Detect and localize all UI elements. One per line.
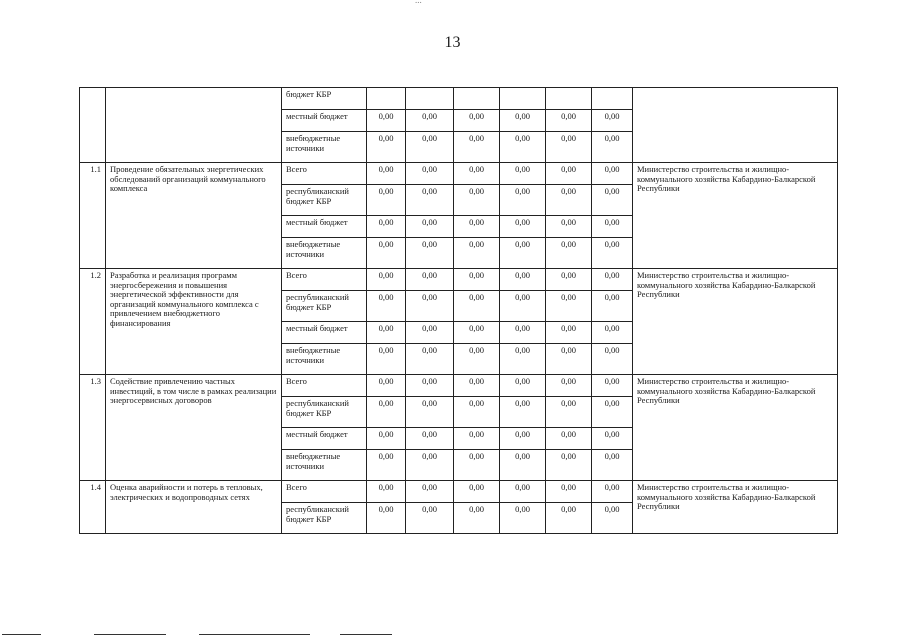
table-row bbox=[80, 481, 838, 503]
amount-cell: 0,00 bbox=[367, 322, 406, 344]
amount-cell: 0,00 bbox=[500, 344, 546, 375]
amount-cell: 0,00 bbox=[546, 344, 592, 375]
funding-source-cell: Всего bbox=[282, 375, 367, 397]
amount-cell: 0,00 bbox=[500, 238, 546, 269]
amount-cell: 0,00 bbox=[406, 185, 454, 216]
amount-cell: 0,00 bbox=[592, 291, 633, 322]
amount-cell: 0,00 bbox=[546, 185, 592, 216]
amount-cell: 0,00 bbox=[406, 322, 454, 344]
executor-cell: Министерство строительства и жилищно-коммунального хозяйства Кабардино-Балкарской Республики bbox=[633, 375, 838, 481]
amount-cell bbox=[592, 88, 633, 110]
amount-cell: 0,00 bbox=[546, 375, 592, 397]
item-name-cell: Проведение обязательных энергетических обследований организаций коммунального комплекса bbox=[106, 163, 282, 269]
amount-cell: 0,00 bbox=[500, 450, 546, 481]
item-number-cell bbox=[80, 88, 106, 163]
amount-cell: 0,00 bbox=[500, 322, 546, 344]
funding-source-cell: республиканский бюджет КБР bbox=[282, 397, 367, 428]
table-row bbox=[80, 163, 838, 185]
amount-cell: 0,00 bbox=[454, 163, 500, 185]
amount-cell: 0,00 bbox=[546, 503, 592, 534]
amount-cell: 0,00 bbox=[367, 375, 406, 397]
amount-cell: 0,00 bbox=[454, 450, 500, 481]
funding-source-cell: местный бюджет bbox=[282, 110, 367, 132]
amount-cell: 0,00 bbox=[406, 344, 454, 375]
amount-cell: 0,00 bbox=[367, 428, 406, 450]
table-row bbox=[80, 269, 838, 291]
amount-cell: 0,00 bbox=[367, 132, 406, 163]
amount-cell: 0,00 bbox=[500, 185, 546, 216]
amount-cell bbox=[454, 88, 500, 110]
amount-cell: 0,00 bbox=[454, 375, 500, 397]
amount-cell: 0,00 bbox=[546, 132, 592, 163]
amount-cell: 0,00 bbox=[367, 216, 406, 238]
amount-cell: 0,00 bbox=[592, 344, 633, 375]
amount-cell: 0,00 bbox=[406, 428, 454, 450]
table-row bbox=[80, 88, 838, 110]
amount-cell: 0,00 bbox=[367, 503, 406, 534]
amount-cell: 0,00 bbox=[592, 397, 633, 428]
amount-cell: 0,00 bbox=[367, 291, 406, 322]
amount-cell: 0,00 bbox=[546, 216, 592, 238]
footer-rule bbox=[199, 634, 310, 635]
amount-cell: 0,00 bbox=[546, 322, 592, 344]
amount-cell: 0,00 bbox=[406, 132, 454, 163]
amount-cell: 0,00 bbox=[500, 132, 546, 163]
amount-cell: 0,00 bbox=[546, 481, 592, 503]
amount-cell: 0,00 bbox=[500, 216, 546, 238]
funding-source-cell: Всего bbox=[282, 269, 367, 291]
executor-cell: Министерство строительства и жилищно-коммунального хозяйства Кабардино-Балкарской Республики bbox=[633, 269, 838, 375]
item-name-cell: Разработка и реализация программ энергосбережения и повышения энергетической эффективности для организаций коммунального комплекса с привлечением внебюджетного финансирования bbox=[106, 269, 282, 375]
amount-cell: 0,00 bbox=[592, 375, 633, 397]
executor-cell: Министерство строительства и жилищно-коммунального хозяйства Кабардино-Балкарской Республики bbox=[633, 481, 838, 534]
table-body bbox=[80, 88, 838, 534]
amount-cell: 0,00 bbox=[500, 163, 546, 185]
amount-cell: 0,00 bbox=[454, 238, 500, 269]
amount-cell: 0,00 bbox=[592, 503, 633, 534]
amount-cell: 0,00 bbox=[454, 216, 500, 238]
amount-cell: 0,00 bbox=[500, 291, 546, 322]
amount-cell: 0,00 bbox=[454, 322, 500, 344]
item-name-cell bbox=[106, 88, 282, 163]
amount-cell: 0,00 bbox=[406, 291, 454, 322]
amount-cell: 0,00 bbox=[592, 481, 633, 503]
item-number-cell: 1.4 bbox=[80, 481, 106, 534]
amount-cell: 0,00 bbox=[500, 110, 546, 132]
amount-cell: 0,00 bbox=[500, 428, 546, 450]
amount-cell: 0,00 bbox=[546, 291, 592, 322]
amount-cell: 0,00 bbox=[367, 344, 406, 375]
item-name-cell: Оценка аварийности и потерь в тепловых, электрических и водопроводных сетях bbox=[106, 481, 282, 534]
amount-cell: 0,00 bbox=[546, 238, 592, 269]
program-table bbox=[79, 87, 838, 534]
footer-rule bbox=[2, 634, 41, 635]
amount-cell bbox=[500, 88, 546, 110]
amount-cell: 0,00 bbox=[546, 428, 592, 450]
amount-cell: 0,00 bbox=[406, 481, 454, 503]
amount-cell: 0,00 bbox=[367, 238, 406, 269]
amount-cell bbox=[546, 88, 592, 110]
amount-cell: 0,00 bbox=[406, 269, 454, 291]
amount-cell: 0,00 bbox=[454, 344, 500, 375]
amount-cell: 0,00 bbox=[592, 185, 633, 216]
amount-cell: 0,00 bbox=[500, 503, 546, 534]
amount-cell: 0,00 bbox=[454, 269, 500, 291]
amount-cell: 0,00 bbox=[454, 110, 500, 132]
item-number-cell: 1.2 bbox=[80, 269, 106, 375]
amount-cell: 0,00 bbox=[592, 322, 633, 344]
funding-source-cell: Всего bbox=[282, 481, 367, 503]
funding-source-cell: местный бюджет bbox=[282, 428, 367, 450]
amount-cell: 0,00 bbox=[367, 163, 406, 185]
funding-source-cell: Всего bbox=[282, 163, 367, 185]
amount-cell: 0,00 bbox=[454, 428, 500, 450]
footer-rule bbox=[94, 634, 166, 635]
amount-cell: 0,00 bbox=[367, 185, 406, 216]
amount-cell: 0,00 bbox=[546, 110, 592, 132]
item-name-cell: Содействие привлечению частных инвестиций, в том числе в рамках реализации энергосервисных договоров bbox=[106, 375, 282, 481]
funding-source-cell: внебюджетные источники bbox=[282, 238, 367, 269]
amount-cell: 0,00 bbox=[406, 375, 454, 397]
amount-cell: 0,00 bbox=[406, 163, 454, 185]
page-number: 13 bbox=[444, 34, 461, 51]
executor-cell bbox=[633, 88, 838, 163]
funding-source-cell: местный бюджет bbox=[282, 322, 367, 344]
funding-source-cell: местный бюджет bbox=[282, 216, 367, 238]
funding-source-cell: республиканский бюджет КБР bbox=[282, 291, 367, 322]
amount-cell: 0,00 bbox=[454, 185, 500, 216]
funding-source-cell: бюджет КБР bbox=[282, 88, 367, 110]
amount-cell: 0,00 bbox=[592, 238, 633, 269]
funding-source-cell: внебюджетные источники bbox=[282, 450, 367, 481]
amount-cell: 0,00 bbox=[367, 110, 406, 132]
amount-cell: 0,00 bbox=[406, 110, 454, 132]
amount-cell: 0,00 bbox=[454, 481, 500, 503]
amount-cell: 0,00 bbox=[454, 291, 500, 322]
amount-cell: 0,00 bbox=[500, 481, 546, 503]
amount-cell: 0,00 bbox=[592, 216, 633, 238]
amount-cell: 0,00 bbox=[367, 481, 406, 503]
amount-cell: 0,00 bbox=[546, 269, 592, 291]
amount-cell: 0,00 bbox=[406, 216, 454, 238]
amount-cell: 0,00 bbox=[592, 132, 633, 163]
top-mark: ... bbox=[415, 0, 422, 5]
funding-source-cell: внебюджетные источники bbox=[282, 344, 367, 375]
amount-cell: 0,00 bbox=[367, 397, 406, 428]
amount-cell: 0,00 bbox=[592, 269, 633, 291]
amount-cell: 0,00 bbox=[500, 397, 546, 428]
amount-cell: 0,00 bbox=[592, 163, 633, 185]
amount-cell: 0,00 bbox=[367, 269, 406, 291]
amount-cell: 0,00 bbox=[406, 238, 454, 269]
amount-cell: 0,00 bbox=[406, 503, 454, 534]
amount-cell: 0,00 bbox=[500, 375, 546, 397]
amount-cell: 0,00 bbox=[592, 450, 633, 481]
amount-cell: 0,00 bbox=[546, 163, 592, 185]
table-row bbox=[80, 375, 838, 397]
amount-cell: 0,00 bbox=[454, 132, 500, 163]
funding-source-cell: республиканский бюджет КБР bbox=[282, 503, 367, 534]
amount-cell: 0,00 bbox=[406, 450, 454, 481]
footer-rule bbox=[340, 634, 392, 635]
amount-cell: 0,00 bbox=[454, 503, 500, 534]
amount-cell: 0,00 bbox=[500, 269, 546, 291]
executor-cell: Министерство строительства и жилищно-коммунального хозяйства Кабардино-Балкарской Республики bbox=[633, 163, 838, 269]
amount-cell: 0,00 bbox=[592, 428, 633, 450]
amount-cell bbox=[406, 88, 454, 110]
funding-source-cell: внебюджетные источники bbox=[282, 132, 367, 163]
amount-cell: 0,00 bbox=[367, 450, 406, 481]
amount-cell: 0,00 bbox=[454, 397, 500, 428]
funding-source-cell: республиканский бюджет КБР bbox=[282, 185, 367, 216]
amount-cell: 0,00 bbox=[592, 110, 633, 132]
amount-cell bbox=[367, 88, 406, 110]
item-number-cell: 1.1 bbox=[80, 163, 106, 269]
amount-cell: 0,00 bbox=[406, 397, 454, 428]
item-number-cell: 1.3 bbox=[80, 375, 106, 481]
amount-cell: 0,00 bbox=[546, 397, 592, 428]
amount-cell: 0,00 bbox=[546, 450, 592, 481]
